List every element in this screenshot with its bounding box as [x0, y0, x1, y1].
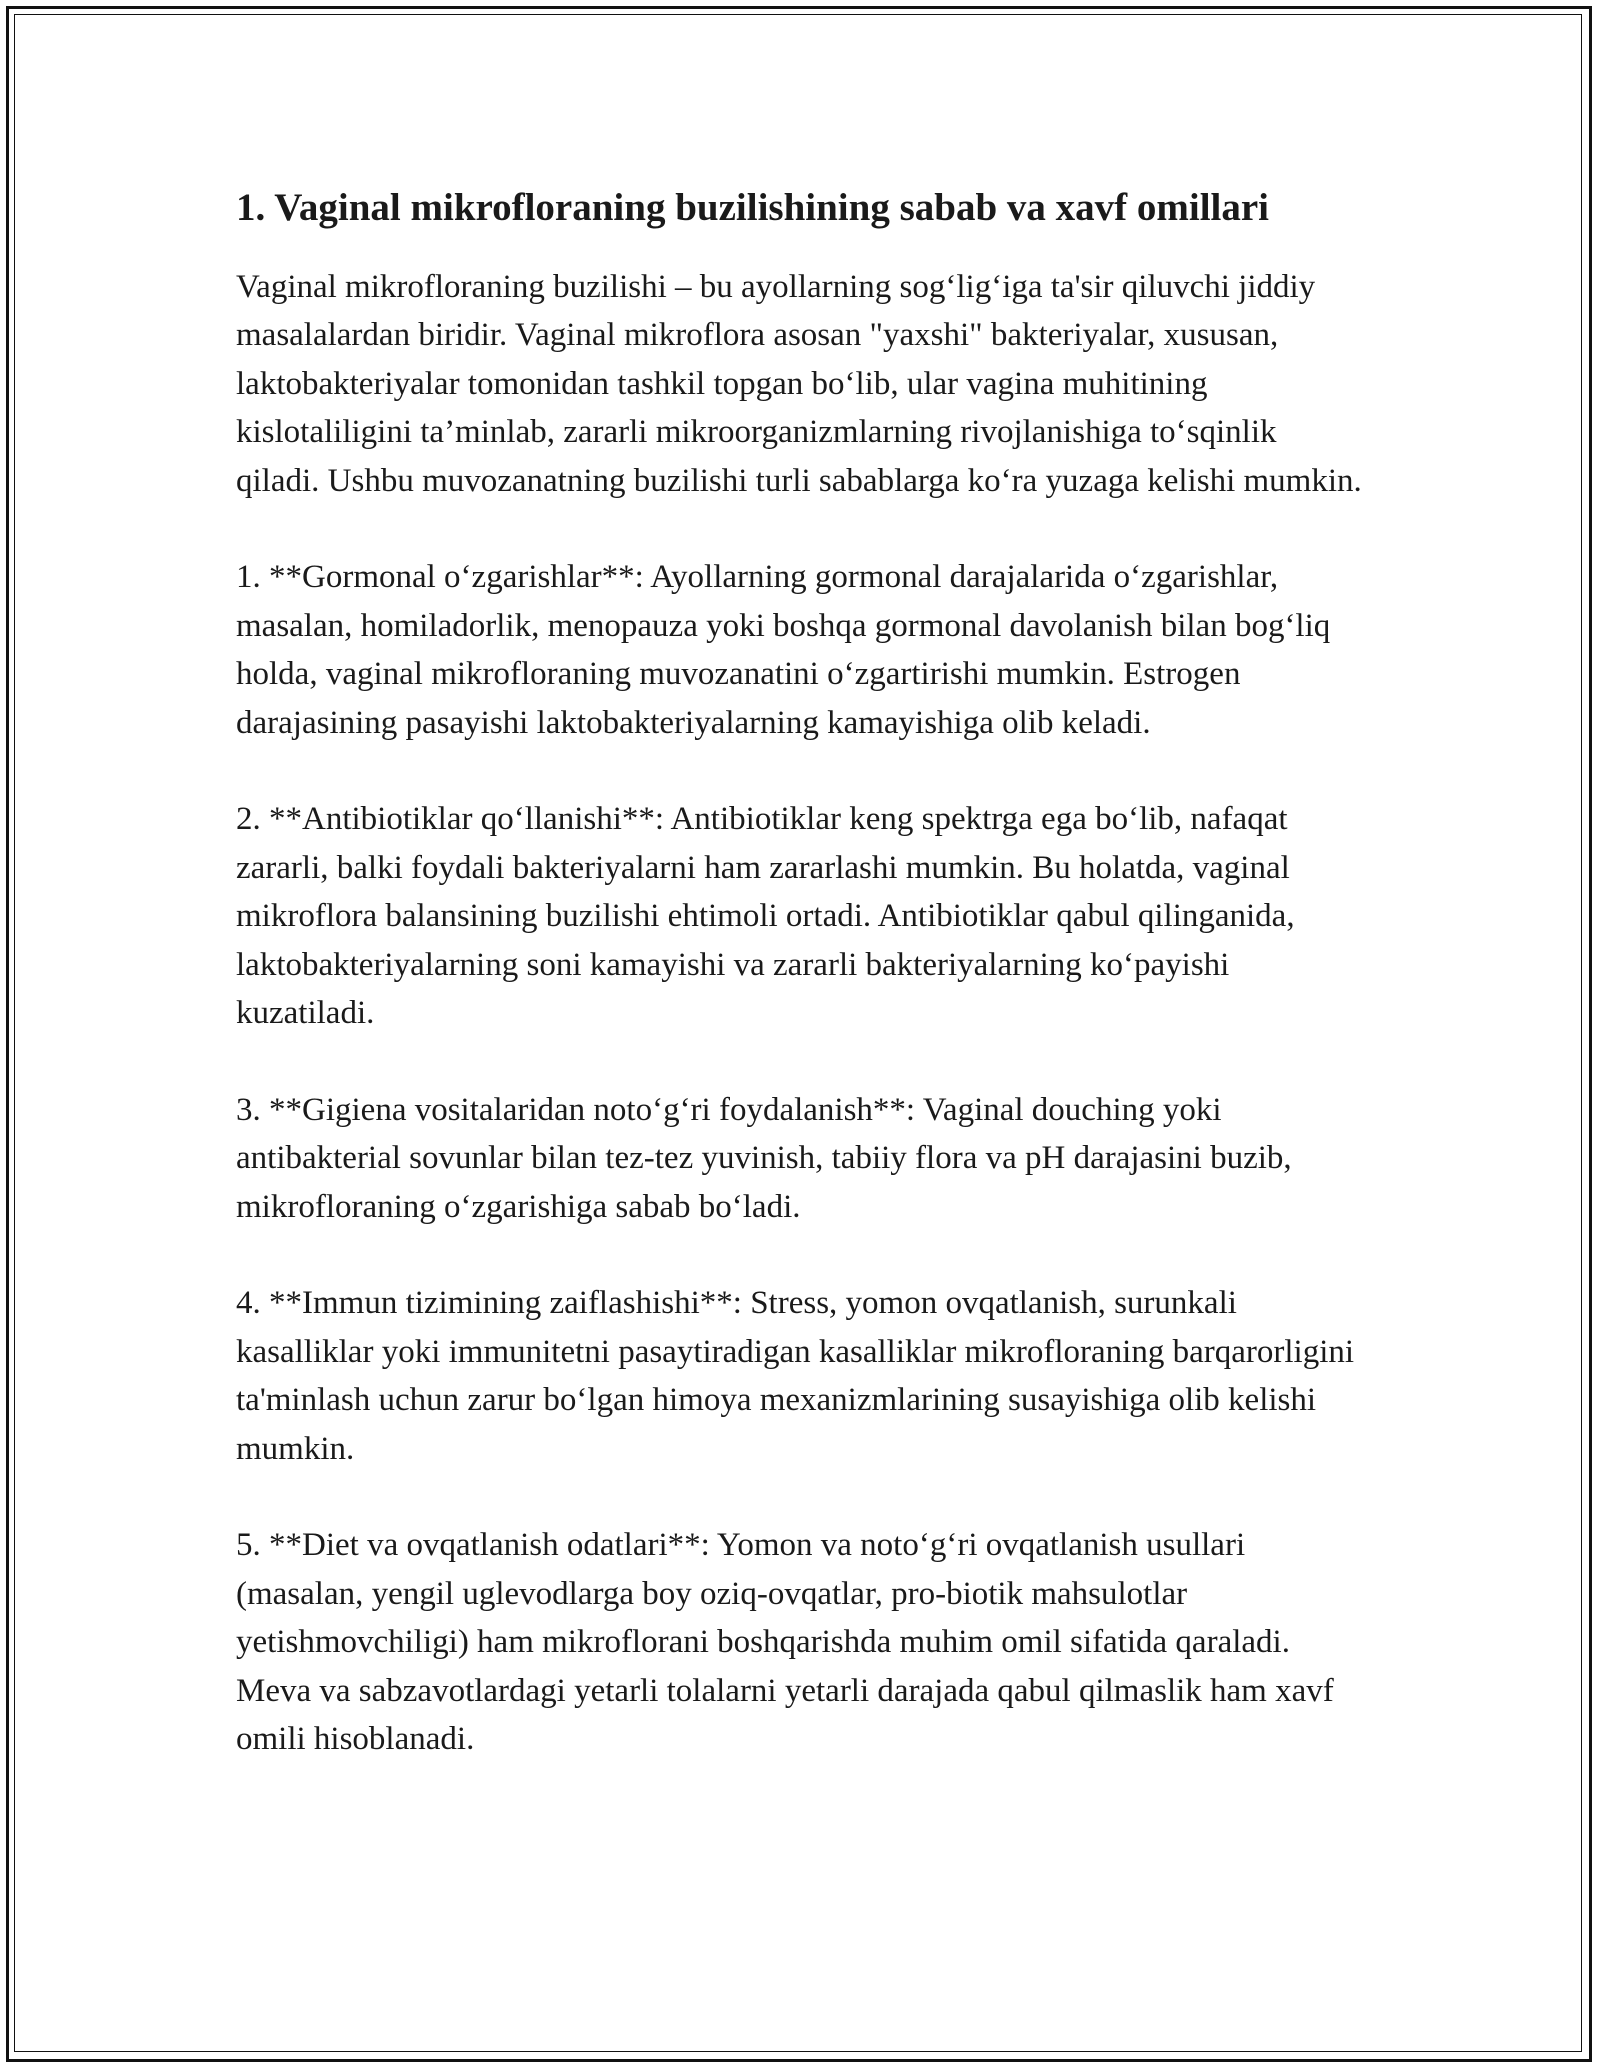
list-item-immune-system: 4. **Immun tizimining zaiflashishi**: Stress, yomon ovqatlanish, surunkali kasalliklar yoki immunitetni pasaytiradigan kasalliklar mikrofloraning barqarorligini ta'minlash uchun zarur bo‘lgan himoya mexanizmlarining susayishiga olib kelishi mumkin.: [236, 1285, 1355, 1467]
document-title: 1. Vaginal mikrofloraning buzilishining sabab va xavf omillari: [236, 186, 1270, 229]
list-item-hormonal-changes: 1. **Gormonal o‘zgarishlar**: Ayollarning gormonal darajalarida o‘zgarishlar, masalan, homiladorlik, menopauza yoki boshqa gormonal davolanish bilan bog‘liq holda, vaginal mikrofloraning muvozanatini o‘zgartirishi mumkin. Estrogen darajasining pasayishi laktobakteriyalarning kamayishiga olib keladi.: [236, 559, 1331, 741]
list-item-diet: 5. **Diet va ovqatlanish odatlari**: Yomon va noto‘g‘ri ovqatlanish usullari (masalan, yengil uglevodlarga boy oziq-ovqatlar, pro-biotik mahsulotlar yetishmovchiligi) ham mikroflorani boshqarishda muhim omil sifatida qaraladi. Meva va sabzavotlardagi yetarli tolalarni yetarli darajada qabul qilmaslik ham xavf omili hisoblanadi.: [236, 1527, 1334, 1758]
list-item-hygiene: 3. **Gigiena vositalaridan noto‘g‘ri foydalanish**: Vaginal douching yoki antibakterial sovunlar bilan tez-tez yuvinish, tabiiy flora va pH darajasini buzib, mikrofloraning o‘zgarishiga sabab bo‘ladi.: [236, 1091, 1292, 1225]
list-item-antibiotics: 2. **Antibiotiklar qo‘llanishi**: Antibiotiklar keng spektrga ega bo‘lib, nafaqat zararli, balki foydali bakteriyalarni ham zararlashi mumkin. Bu holatda, vaginal mikroflora balansining buzilishi ehtimoli ortadi. Antibiotiklar qabul qilinganida, laktobakteriyalarning soni kamayishi va zararli bakteriyalarning ko‘payishi kuzatiladi.: [236, 801, 1295, 1032]
intro-paragraph: Vaginal mikrofloraning buzilishi – bu ayollarning sog‘lig‘iga ta'sir qiluvchi jiddiy masalalardan biridir. Vaginal mikroflora asosan "yaxshi" bakteriyalar, xususan, laktobakteriyalar tomonidan tashkil topgan bo‘lib, ular vagina muhitining kislotaliligini ta’minlab, zararli mikroorganizmlarning rivojlanishiga to‘sqinlik qiladi. Ushbu muvozanatning buzilishi turli sabablarga ko‘ra yuzaga kelishi mumkin.: [236, 268, 1362, 499]
document-body: [236, 184, 1366, 1812]
